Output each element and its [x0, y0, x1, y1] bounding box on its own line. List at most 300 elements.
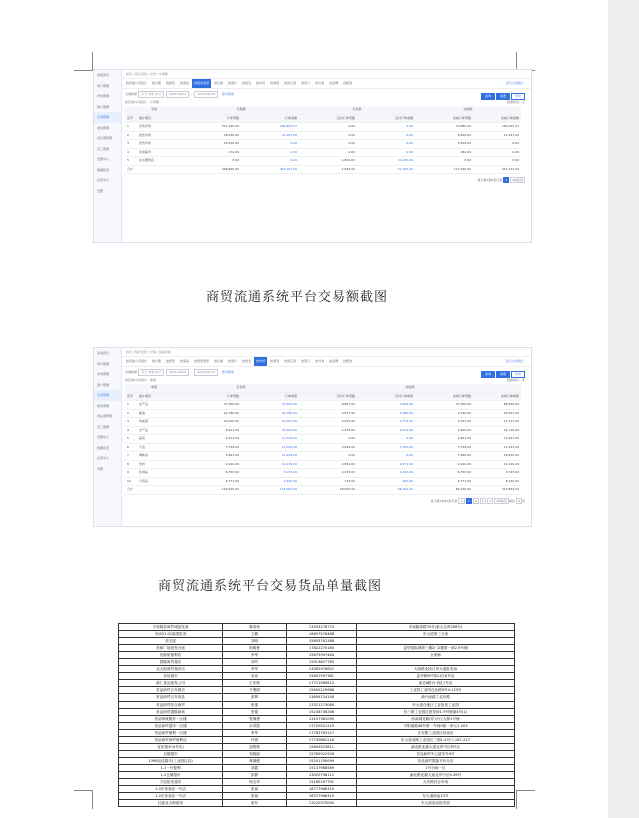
report-tab[interactable]: 按配送: [343, 81, 353, 85]
table-cell: 41,117.00: [473, 418, 521, 427]
table-cell[interactable]: 3,490.00: [241, 477, 299, 486]
table-row: [125, 477, 521, 486]
supplier-cell: 首品商贸中心超市外4号: [357, 750, 515, 757]
page-size-select[interactable]: 10条/页: [512, 178, 523, 182]
supplier-cell: 1398宜佳超市(工业园区店): [119, 757, 223, 764]
pager-page[interactable]: 1: [505, 178, 508, 182]
sidebar-item[interactable]: 供应商管理: [97, 136, 113, 140]
pager-page[interactable]: 1: [467, 498, 470, 503]
table-cell[interactable]: 0.00: [357, 435, 415, 444]
notice-link[interactable]: 显示交易统计: [505, 359, 524, 363]
table-row: [125, 401, 521, 410]
total-cell: 408,895.00: [183, 165, 241, 174]
table-cell[interactable]: 21,187.00: [241, 131, 299, 140]
table-cell: 5: [125, 435, 137, 444]
caption-goods-volume: 商贸流通系统平台交易货品单量截图: [158, 579, 383, 594]
table-cell: 4,771.00: [415, 477, 473, 486]
table-row: [125, 469, 521, 478]
report-tab[interactable]: 按商品: [180, 359, 190, 363]
total-cell: 117,000.00: [415, 165, 473, 174]
table-cell: 174.00: [183, 148, 241, 157]
viewer-background: [608, 0, 639, 818]
table-cell: 8,220.00: [473, 477, 521, 486]
table-cell: 6: [125, 443, 137, 452]
supplier-cell: 15782922926: [287, 750, 357, 757]
sidebar-item[interactable]: 商户管理: [97, 104, 110, 109]
sidebar-item[interactable]: 运营中心: [97, 456, 110, 460]
report-tab[interactable]: 按商户: [228, 359, 238, 363]
supplier-cell: 13157381095: [287, 715, 357, 722]
table-cell[interactable]: 0.00: [241, 157, 299, 166]
column-header[interactable]: 序号: [125, 114, 137, 123]
table-cell: 3,644.00: [299, 443, 357, 452]
table-row: [125, 426, 521, 435]
report-tab[interactable]: 按经营: [166, 359, 176, 363]
report-tab[interactable]: 按营销公司统计: [126, 81, 148, 85]
supplier-cell: 1.0宏伟食品一号店: [119, 793, 223, 800]
main-panel: [122, 348, 531, 526]
group-header: 应付款: [183, 384, 299, 392]
table-cell: 零售市场: [137, 123, 183, 132]
supplier-cell: 首品商贸便利一区楼: [119, 729, 223, 736]
total-cell: 1,820.00: [299, 165, 357, 174]
sidebar-item[interactable]: 设置中心: [97, 435, 110, 439]
table-cell: 8,807.00: [299, 401, 357, 410]
export-button[interactable]: 导出: [511, 371, 525, 378]
total-row: [125, 165, 521, 174]
sidebar-item[interactable]: 财务管理: [97, 125, 110, 130]
total-cell: 414,152.00: [473, 165, 521, 174]
supplier-cell: 13333278770: [287, 624, 357, 631]
supplier-row: [119, 743, 515, 750]
report-tab[interactable]: 按日期: [152, 359, 162, 363]
table-cell[interactable]: 0.00: [357, 140, 415, 149]
supplier-cell: 首品商贸果蔬平价分店: [357, 757, 515, 764]
table-row: [125, 148, 521, 157]
supplier-cell: 张静勇: [223, 715, 287, 722]
table-cell: 2,155.00: [299, 469, 357, 478]
supplier-row: [119, 708, 515, 715]
sidebar-item[interactable]: 财务管理: [97, 403, 110, 408]
supplier-cell: 王鹏: [223, 631, 287, 638]
supplier-cell: 市场隆泰路29号(新大仓库208号): [357, 624, 515, 631]
supplier-cell: 刘明: [223, 638, 287, 645]
total-cell: 26,102.00: [357, 486, 415, 495]
table-row: [125, 157, 521, 166]
supplier-cell: 首品商贸超级商场: [119, 708, 223, 715]
column-header[interactable]: 实收订单笔数: [415, 114, 473, 123]
date-from-input[interactable]: 2023-06-01: [166, 369, 189, 376]
table-cell: 0.00: [299, 148, 357, 157]
supplier-cell: 1.0宏伟食品一号店: [119, 786, 223, 793]
supplier-cell: 红蔬北大街超市: [119, 800, 223, 807]
table-cell: 连锁超市: [137, 148, 183, 157]
report-tab[interactable]: 按品牌: [329, 359, 339, 363]
supplier-cell: [357, 659, 515, 666]
supplier-cell: 13321273080: [287, 701, 357, 708]
group-header-row: [125, 384, 521, 392]
table-cell[interactable]: 11,444.00: [241, 452, 299, 461]
supplier-row: [119, 624, 515, 631]
supplier-cell: 首品商贸商贸便利店: [119, 736, 223, 743]
table-cell: 1,820.00: [299, 157, 357, 166]
column-header[interactable]: 订单金额: [241, 114, 299, 123]
report-tab[interactable]: 按日期: [152, 81, 162, 85]
report-tab[interactable]: 按部门: [301, 359, 311, 363]
table-cell: 0.00: [299, 435, 357, 444]
pager-page[interactable]: <: [460, 498, 463, 503]
supplier-row: [119, 701, 515, 708]
table-cell: 19,815.00: [473, 452, 521, 461]
report-tab[interactable]: 按营销公司统计: [126, 359, 148, 363]
supplier-cell: 渝北路北端大道北岸中区9-26号: [357, 771, 515, 778]
table-cell[interactable]: 0.00: [357, 148, 415, 157]
table-cell: 1,856.00: [415, 140, 473, 149]
quick-range[interactable]: 今天 本周 本月: [138, 91, 164, 98]
column-header-row: [125, 392, 521, 401]
pager-page[interactable]: 3: [481, 498, 484, 503]
sidebar-item[interactable]: 系统首页: [97, 73, 110, 77]
table-cell[interactable]: 31,003.00: [241, 426, 299, 435]
report-tab[interactable]: 按类别: [270, 81, 280, 85]
supplier-cell: 首品物流服务一区楼: [119, 715, 223, 722]
supplier-cell: 18727966319: [287, 793, 357, 800]
table-cell: 42,716.00: [473, 426, 521, 435]
column-header[interactable]: 实收订单笔数: [415, 392, 473, 401]
table-cell: 饮料: [137, 460, 183, 469]
table-cell: 0.00: [299, 452, 357, 461]
filter-label: 交易时间: [125, 92, 138, 96]
report-tab[interactable]: 按区域: [214, 81, 224, 85]
report-tab[interactable]: 按市场: [254, 357, 267, 366]
supplier-cell: 美宝屋: [119, 638, 223, 645]
supplier-cell: 15607597381: [287, 673, 357, 680]
sidebar-item[interactable]: 数据报表: [97, 167, 110, 172]
supplier-cell: 北大街商贸超市店: [119, 666, 223, 673]
sidebar-item[interactable]: 系统首页: [97, 351, 110, 355]
table-cell[interactable]: 11,324.00: [241, 435, 299, 444]
supplier-row: [119, 645, 515, 652]
subtitle-text: 按区域/交易统计 - 交易额: [125, 100, 160, 104]
supplier-cell: 彭静: [223, 771, 287, 778]
table-row: [125, 140, 521, 149]
sidebar-item[interactable]: 市场管理: [97, 372, 110, 376]
sidebar-item[interactable]: 用户管理: [97, 361, 110, 366]
supplier-cell: 渝兴南湖工业东路: [357, 694, 515, 701]
table-cell: 2: [125, 131, 137, 140]
more-filters-link[interactable]: 更多筛选: [221, 92, 234, 96]
supplier-cell: 渝北路北端大道北岸中区8号店: [357, 743, 515, 750]
group-header: 交易: [125, 106, 183, 114]
table-cell: 乳制品: [137, 469, 183, 478]
table-subtitle: [122, 377, 531, 384]
report-tab[interactable]: 按经营: [166, 81, 176, 85]
supplier-row: [119, 687, 515, 694]
report-tab[interactable]: 按商品: [180, 81, 190, 85]
sidebar-item[interactable]: 数据报表: [97, 445, 110, 450]
more-filters-link[interactable]: 更多筛选: [221, 370, 234, 374]
report-tab[interactable]: 按经营类型: [192, 79, 211, 88]
table-cell: 44,557.00: [473, 409, 521, 418]
table-cell[interactable]: 22,780.00: [241, 409, 299, 418]
supplier-row: [119, 729, 515, 736]
sidebar-item[interactable]: 供应商管理: [97, 414, 113, 418]
supplier-cell: 方俊明: [223, 687, 287, 694]
report-tab[interactable]: 按批发: [242, 359, 252, 363]
supplier-cell: 大西路北段口岸大道批发场: [357, 666, 515, 673]
report-tab[interactable]: 按交易: [315, 359, 325, 363]
table-cell: 4: [125, 148, 137, 157]
table-cell: 0.00: [183, 157, 241, 166]
total-cell: 合计: [125, 486, 137, 495]
sidebar-item[interactable]: 商户管理: [97, 382, 110, 387]
supplier-cell: 余青霞: [223, 722, 287, 729]
column-header[interactable]: 统计项目: [137, 392, 183, 401]
table-cell[interactable]: 0.00: [357, 123, 415, 132]
date-to-input[interactable]: 2023-06-30: [194, 91, 217, 98]
supplier-cell: 工业园工业园仓北路9号4-123号: [357, 687, 515, 694]
unit-label: 数据单位：元: [506, 100, 525, 104]
table-cell[interactable]: 21,025.00: [357, 157, 415, 166]
table-cell: 0.00: [299, 140, 357, 149]
supplier-cell: [357, 638, 515, 645]
supplier-cell: 1.2仓储超市: [119, 771, 223, 778]
table-cell: 社区便利店: [137, 157, 183, 166]
report-tab[interactable]: 按市场: [256, 81, 266, 85]
supplier-cell: 张德: [223, 708, 287, 715]
supplier-cell: 昆华路8号第12区6号店: [357, 673, 515, 680]
column-header[interactable]: 统计项目: [137, 114, 183, 123]
table-cell[interactable]: 0.00: [357, 452, 415, 461]
supplier-cell: 全家铺: [357, 652, 515, 659]
supplier-cell: 刘霞: [223, 764, 287, 771]
report-tab[interactable]: 按品牌: [329, 81, 339, 85]
table-cell[interactable]: 4,079.00: [357, 426, 415, 435]
table-row: [125, 435, 521, 444]
supplier-cell: 梁东: [223, 800, 287, 807]
goto-page-input[interactable]: 1: [518, 498, 520, 503]
supplier-cell: 李军: [223, 666, 287, 673]
supplier-cell: 东大道北路工业园区三期1-4号门-187-227: [357, 736, 515, 743]
table-cell[interactable]: 1,772.00: [357, 418, 415, 427]
table-cell: 37,950.00: [415, 401, 473, 410]
pager-summary: 显示第1到5条记录: [477, 178, 503, 182]
export-button[interactable]: 导出: [511, 93, 525, 100]
column-header[interactable]: 订单笔数: [183, 114, 241, 123]
pagination-wrap: [122, 498, 531, 504]
date-from-input[interactable]: 2023-06-01: [166, 91, 189, 98]
page-size-select[interactable]: 10条/页: [496, 498, 508, 503]
search-button[interactable]: 查询: [481, 371, 495, 378]
reset-button[interactable]: 重置: [496, 371, 510, 378]
table-cell[interactable]: 4,571.00: [357, 460, 415, 469]
supplier-cell: 17783763127: [287, 729, 357, 736]
supplier-row: [119, 771, 515, 778]
table-cell[interactable]: 7,890.00: [357, 401, 415, 410]
table-row: [125, 452, 521, 461]
report-tab[interactable]: 按商户: [228, 81, 238, 85]
column-header[interactable]: 订单单量: [241, 392, 299, 401]
report-tab[interactable]: 按部门: [301, 81, 311, 85]
report-tab[interactable]: 按批发: [242, 81, 252, 85]
supplier-cell: 李华: [223, 652, 287, 659]
date-to-input[interactable]: 2023-06-30: [194, 369, 217, 376]
table-cell[interactable]: 0.00: [241, 140, 299, 149]
table-cell: 2,010.00: [183, 460, 241, 469]
sidebar-item[interactable]: 员工管理: [97, 146, 110, 151]
report-tab[interactable]: 按供应商: [284, 359, 297, 363]
column-header[interactable]: 序号: [125, 392, 137, 401]
supplier-cell: 张斌: [223, 793, 287, 800]
table-cell[interactable]: 460.00: [357, 477, 415, 486]
sidebar-item[interactable]: 运营中心: [97, 178, 110, 182]
report-tab[interactable]: 按交易: [315, 81, 325, 85]
table-cell[interactable]: 0.00: [241, 148, 299, 157]
goto-unit: 页: [521, 498, 525, 503]
table-cell[interactable]: 2,380.00: [357, 409, 415, 418]
supplier-row: [119, 800, 515, 807]
table-cell: 日用品: [137, 477, 183, 486]
table-row: [125, 460, 521, 469]
supplier-cell: 首品商贸五年超市: [119, 687, 223, 694]
table-cell[interactable]: 10,170.00: [241, 460, 299, 469]
supplier-row: [119, 715, 515, 722]
supplier-cell: 经三路工业园区批发场1-9号铺面4号(1): [357, 708, 515, 715]
table-cell: 肉禽蛋: [137, 418, 183, 427]
sidebar-item[interactable]: 市场管理: [97, 94, 110, 98]
supplier-cell: 邵程程: [223, 743, 287, 750]
table-row: [125, 409, 521, 418]
table-row: [125, 123, 521, 132]
supplier-cell: 首品商贸综合商贸: [119, 701, 223, 708]
screenshot-goods-volume: [93, 347, 532, 527]
sidebar-item[interactable]: 交易管理: [94, 112, 121, 123]
sidebar-item[interactable]: 设置: [97, 466, 104, 471]
column-header[interactable]: 应付订单笔数: [299, 114, 357, 123]
column-header[interactable]: 实收订单单量: [473, 392, 521, 401]
quick-range[interactable]: 今天 本周 本月: [138, 369, 164, 376]
table-cell[interactable]: 37,950.00: [241, 401, 299, 410]
report-tab[interactable]: 按类别: [270, 359, 280, 363]
reset-button[interactable]: 重置: [496, 93, 510, 100]
supplier-cell: 东站超市: [119, 673, 223, 680]
table-cell: 农产品: [137, 401, 183, 410]
table-cell[interactable]: 0.00: [357, 131, 415, 140]
supplier-cell: 西南城北路(东)小区大厦1号铺: [357, 715, 515, 722]
table-cell: 7: [125, 452, 137, 461]
supplier-table: [118, 623, 515, 807]
table-cell[interactable]: 11,500.00: [241, 443, 299, 452]
sidebar-item[interactable]: 设置: [97, 188, 104, 193]
supplier-cell: 优购屋便利店: [119, 652, 223, 659]
table-cell: 9: [125, 469, 137, 478]
table-cell: 8,620.00: [415, 131, 473, 140]
supplier-row: [119, 680, 515, 687]
supplier-cell: 群隆商贸超市: [119, 659, 223, 666]
column-header[interactable]: 订单笔数: [183, 392, 241, 401]
notice-link[interactable]: 显示交易统计: [505, 81, 524, 85]
supplier-cell: 15604523611: [287, 743, 357, 750]
supplier-cell: 长安路工业园区站场店: [357, 729, 515, 736]
supplier-row: [119, 736, 515, 743]
crop-mark-bottom-left: [74, 790, 93, 809]
report-tab[interactable]: 按配送: [343, 359, 353, 363]
sidebar-item[interactable]: 用户管理: [97, 83, 110, 88]
supplier-cell: 许燕: [223, 736, 287, 743]
supplier-cell: 东大道商品10号: [357, 793, 515, 800]
supplier-cell: 隆泰鱼: [223, 624, 287, 631]
supplier-cell: 刘玲: [223, 659, 287, 666]
table-cell: 6,750.00: [415, 469, 473, 478]
sidebar-item[interactable]: 设置中心: [97, 157, 110, 161]
report-tab[interactable]: 按区域: [214, 359, 224, 363]
column-header[interactable]: 实收订单金额: [473, 114, 521, 123]
table-cell[interactable]: 3,700.00: [357, 443, 415, 452]
pagination: [122, 498, 525, 504]
table-cell: 71,697.00: [473, 435, 521, 444]
table-cell: 3: [125, 418, 137, 427]
search-button[interactable]: 查询: [481, 93, 495, 100]
table-cell: 0.00: [473, 157, 521, 166]
sidebar-item[interactable]: 交易管理: [94, 390, 121, 401]
supplier-cell: 15913627785: [287, 659, 357, 666]
total-cell: [137, 165, 183, 174]
supplier-cell: 邹晓丽: [223, 750, 287, 757]
table-cell: 7,749.00: [183, 443, 241, 452]
table-cell: 0.00: [473, 140, 521, 149]
table-cell: 21,187.00: [473, 131, 521, 140]
goto-label: 前往: [509, 498, 516, 503]
supplier-cell: 张强: [223, 701, 287, 708]
total-cell: 154,000.00: [241, 486, 299, 495]
supplier-row: [119, 638, 515, 645]
supplier-row: [119, 750, 515, 757]
pager-page[interactable]: >: [488, 498, 492, 503]
supplier-cell: 15137988589: [287, 764, 357, 771]
table-cell[interactable]: 280,453.37: [241, 123, 299, 132]
table-cell: 2,620.00: [415, 426, 473, 435]
table-cell: 调味品: [137, 452, 183, 461]
column-header[interactable]: 应付订单金额: [357, 114, 415, 123]
pagination: [122, 177, 525, 183]
table-cell: 4,771.00: [183, 477, 241, 486]
table-cell[interactable]: 12,001.00: [241, 418, 299, 427]
supplier-row: [119, 779, 515, 786]
table-cell: 3,877.00: [299, 409, 357, 418]
supplier-cell: 平和隆泰商贸城批发商: [119, 624, 223, 631]
column-header[interactable]: 应付订单单量: [357, 392, 415, 401]
report-tabs: [122, 79, 531, 89]
table-cell: 干货: [137, 443, 183, 452]
supplier-row: [119, 666, 515, 673]
supplier-row: [119, 793, 515, 800]
table-cell: 2,851.00: [415, 435, 473, 444]
table-cell: 0.00: [415, 157, 473, 166]
sidebar-item[interactable]: 员工管理: [97, 424, 110, 429]
supplier-cell: [357, 786, 515, 793]
table-cell: 4,891.00: [183, 452, 241, 461]
supplier-cell: 18777966319: [287, 786, 357, 793]
report-tab[interactable]: 按供应商: [284, 81, 297, 85]
column-header[interactable]: 应付订单笔数: [299, 392, 357, 401]
table-cell[interactable]: 3,157.00: [241, 469, 299, 478]
supplier-cell: 15201790099: [287, 757, 357, 764]
report-tab[interactable]: 按经营类型: [194, 359, 210, 363]
pager-page[interactable]: 2: [474, 498, 477, 503]
table-cell[interactable]: 1,340.00: [357, 469, 415, 478]
supplier-cell: 昆华国际城第三期2门2楼第一套2-9号铺: [357, 645, 515, 652]
table-cell: 2: [125, 409, 137, 418]
